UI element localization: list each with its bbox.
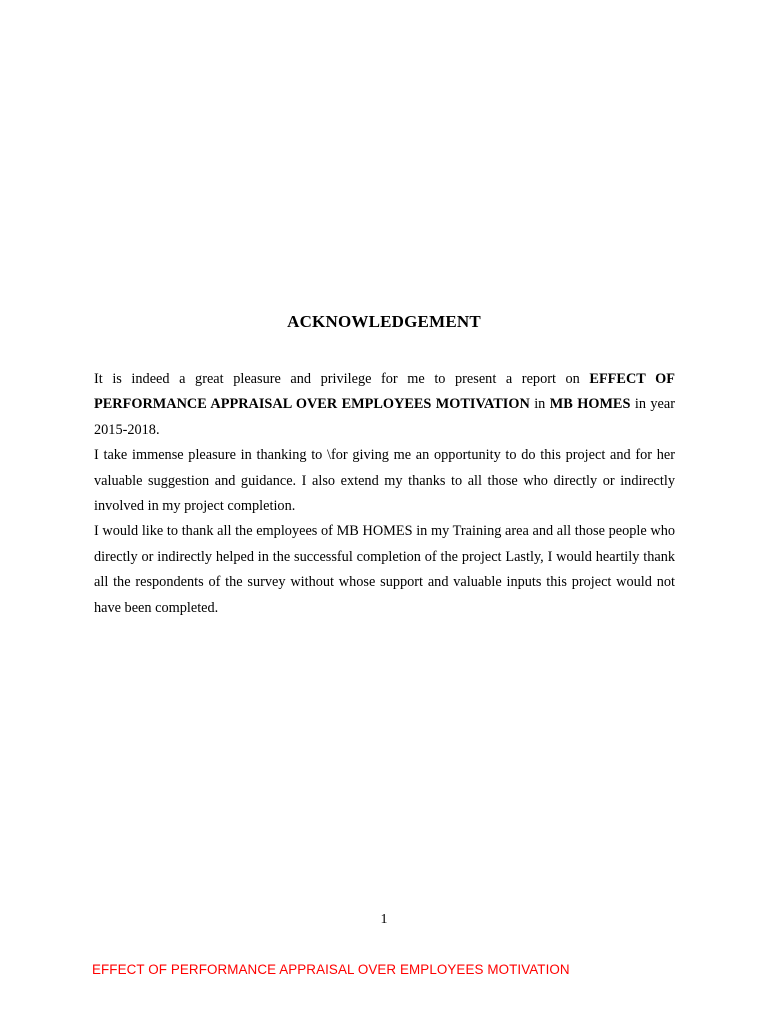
report-title: EFFECT OF PERFORMANCE APPRAISAL OVER EMPLOYEES MOTIVATION — [94, 371, 675, 413]
paragraph-thanks-guide: I take immense pleasure in thanking to \for giving me an opportunity to do this project and for her valuable suggestion and guidance. I also extend my thanks to all those who directly or indirectly involved in my project completion. — [94, 447, 675, 515]
page-number: 1 — [380, 912, 388, 927]
company-name: MB HOMES — [549, 396, 631, 413]
intro-text-in: in — [529, 396, 550, 413]
acknowledgement-body — [94, 367, 675, 621]
intro-text-end: in year 2015-2018. — [94, 396, 676, 438]
running-footer: EFFECT OF PERFORMANCE APPRAISAL OVER EMPLOYEES MOTIVATION — [92, 962, 570, 977]
intro-text-start: It is indeed a great pleasure and privilege for me to present a report on — [94, 371, 590, 387]
paragraph-thanks-employees: I would like to thank all the employees of MB HOMES in my Training area and all those people who directly or indirectly helped in the successful completion of the project Lastly, I would heartily thank all the respondents of the survey without whose support and valuable inputs this project would not have been completed. — [94, 523, 675, 616]
paragraph-intro — [94, 367, 675, 443]
page-title: ACKNOWLEDGEMENT — [287, 312, 481, 331]
